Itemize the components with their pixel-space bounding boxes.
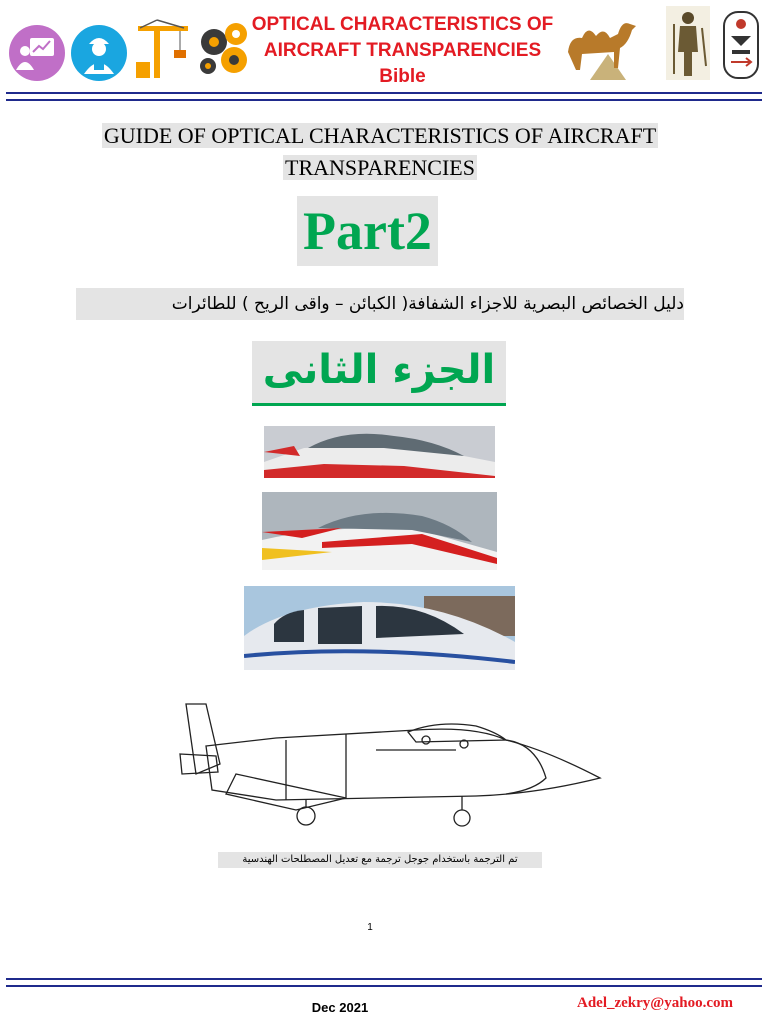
presenter-icon: [8, 24, 66, 82]
header-title-line1: OPTICAL CHARACTERISTICS OF: [251, 14, 554, 35]
crane-icon: [134, 18, 190, 80]
cockpit-photo-3: [244, 586, 515, 670]
footer-date: Dec 2021: [311, 1000, 369, 1015]
camel-icon: [560, 14, 644, 80]
engineer-icon: [70, 24, 128, 82]
cockpit-photo-2: [262, 492, 497, 570]
header-divider: [6, 92, 762, 101]
footer-divider: [6, 978, 762, 987]
gears-icon: [196, 18, 254, 78]
cockpit-photo-1: [264, 426, 495, 478]
document-title-line2: TRANSPARENCIES: [285, 155, 475, 180]
arabic-part-label: الجزء الثانى: [252, 341, 506, 406]
part-label: Part2: [297, 196, 438, 266]
hieroglyph-cartouche-icon: [722, 10, 760, 80]
pharaoh-figure-icon: [666, 6, 710, 80]
jet-line-drawing: [176, 694, 604, 830]
document-title: [40, 120, 720, 184]
header-title: [250, 12, 555, 90]
translation-caption: تم الترجمة باستخدام جوجل ترجمة مع تعديل المصطلحات الهندسية: [218, 852, 542, 868]
header-title-line3: Bible: [379, 66, 426, 87]
header-title-line2: AIRCRAFT TRANSPARENCIES: [263, 40, 542, 61]
arabic-subtitle: دليل الخصائص البصرية للاجزاء الشفافة( الكبائن – واقى الريح ) للطائرات: [76, 288, 684, 320]
footer-email: Adel_zekry@yahoo.com: [576, 995, 733, 1011]
document-title-line1: GUIDE OF OPTICAL CHARACTERISTICS OF AIRCRAFT: [103, 123, 657, 148]
page-number: 1: [367, 922, 373, 933]
